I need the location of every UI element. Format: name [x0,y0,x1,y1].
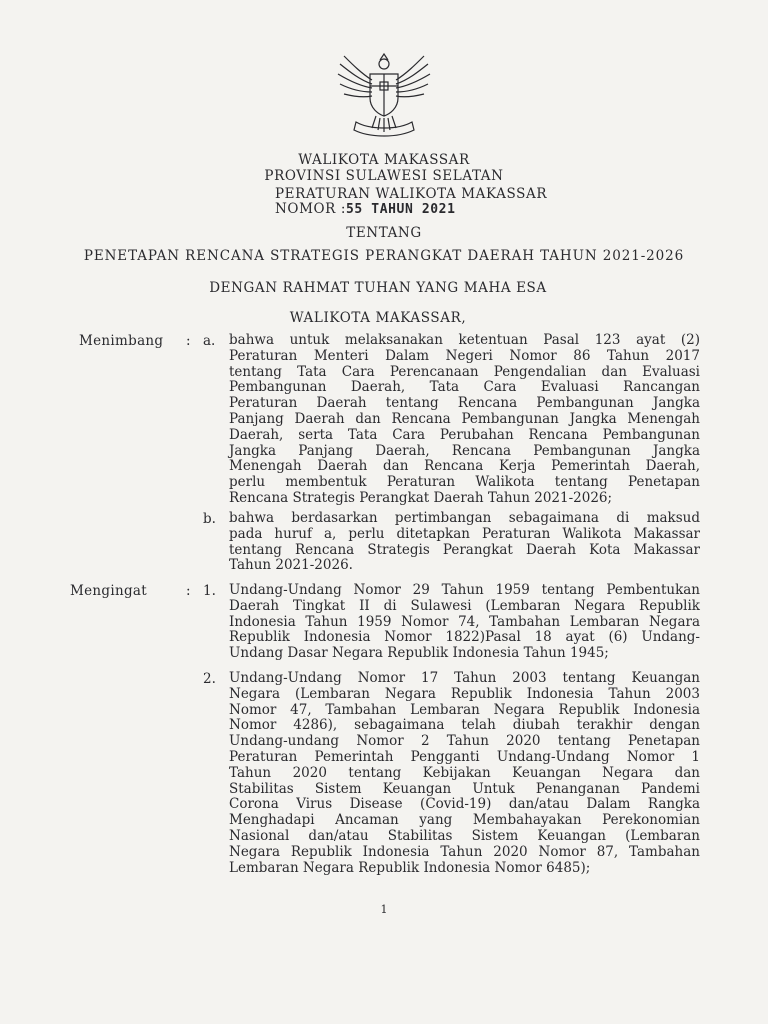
menimbang-label: Menimbang [79,333,164,349]
regulation-subject: PENETAPAN RENCANA STRATEGIS PERANGKAT DAERAH TAHUN 2021-2026 [83,248,685,264]
mengingat-label: Mengingat [70,583,147,599]
text-line: Undang-Undang Nomor 17 Tahun 2003 tentang Keuangan [229,670,700,686]
mengingat-item-1 [229,583,700,662]
text-line: Nasional dan/atau Stabilitas Sistem Keuangan (Lembaran [229,827,700,844]
text-line: bahwa untuk melaksanakan ketentuan Pasal 123 ayat (2) [229,332,700,348]
text-line: tentang Tata Cara Perencanaan Pengendalian dan Evaluasi [229,363,700,380]
text-line: Lembaran Negara Republik Indonesia Nomor 6485); [229,859,591,876]
text-line: Nomor 4286), sebagaimana telah diubah terakhir dengan [229,717,700,734]
text-line: Corona Virus Disease (Covid-19) dan/atau Dalam Rangka [229,796,700,813]
text-line: Tahun 2021-2026. [229,557,353,574]
regulation-number [275,201,456,217]
text-line: perlu membentuk Peraturan Walikota tentang Penetapan [229,474,700,491]
menimbang-item-b [229,511,700,574]
mengingat-colon: : [186,583,191,599]
page-number: 1 [380,903,388,916]
walikota-line: WALIKOTA MAKASSAR, [289,310,467,326]
text-line: Daerah Tingkat II di Sulawesi (Lembaran Negara Republik [229,597,700,614]
rahmat-line: DENGAN RAHMAT TUHAN YANG MAHA ESA [209,280,547,296]
text-line: pada huruf a, perlu ditetapkan Peraturan Walikota Makassar [229,525,700,542]
mengingat-item-2 [229,671,700,876]
text-line: Pembangunan Daerah, Tata Cara Evaluasi Rancangan [229,379,700,396]
issuer-title: WALIKOTA MAKASSAR [298,152,470,168]
menimbang-item-a [229,333,700,507]
text-line: Peraturan Daerah tentang Rencana Pembangunan Jangka [229,395,700,412]
text-line: Undang Dasar Negara Republik Indonesia Tahun 1945; [229,645,609,662]
text-line: Undang-Undang Nomor 29 Tahun 1959 tentang Pembentukan [229,582,700,598]
text-line: Menghadapi Ancaman yang Membahayakan Perekonomian [229,812,700,829]
text-line: Nomor 47, Tambahan Lembaran Negara Republik Indonesia [229,701,700,718]
garuda-emblem-icon [334,50,434,138]
text-line: Indonesia Tahun 1959 Nomor 74, Tambahan Lembaran Negara [229,613,700,630]
text-line: Negara (Lembaran Negara Republik Indonesia Tahun 2003 [229,685,700,702]
province-title: PROVINSI SULAWESI SELATAN [264,168,504,184]
text-line: Daerah, serta Tata Cara Perubahan Rencana Pembangunan [229,426,700,443]
mengingat-marker-2: 2. [203,671,216,687]
text-line: Peraturan Menteri Dalam Negeri Nomor 86 Tahun 2017 [229,347,700,364]
text-line: Jangka Panjang Daerah, Rencana Pembangunan Jangka [229,442,700,459]
menimbang-colon: : [186,333,191,349]
text-line: Negara Republik Indonesia Tahun 2020 Nomor 87, Tambahan [229,843,700,860]
text-line: Peraturan Pemerintah Pengganti Undang-Undang Nomor 1 [229,748,700,765]
text-line: Rencana Strategis Perangkat Daerah Tahun 2021-2026; [229,489,613,506]
nomor-value: 55 TAHUN 2021 [345,202,456,217]
text-line: Republik Indonesia Nomor 1822)Pasal 18 ayat (6) Undang- [229,629,700,646]
text-line: Menengah Daerah dan Rencana Kerja Pemerintah Daerah, [229,458,700,475]
text-line: Tahun 2020 tentang Kebijakan Keuangan Negara dan [229,764,700,781]
text-line: Undang-undang Nomor 2 Tahun 2020 tentang Penetapan [229,733,700,750]
text-line: Stabilitas Sistem Keuangan Untuk Penanganan Pandemi [229,780,700,797]
menimbang-marker-b: b. [203,511,216,527]
nomor-label: NOMOR : [275,201,346,217]
tentang-heading: TENTANG [346,225,422,241]
regulation-title: PERATURAN WALIKOTA MAKASSAR [275,186,548,202]
menimbang-marker-a: a. [203,333,216,349]
text-line: Panjang Daerah dan Rencana Pembangunan Jangka Menengah [229,410,700,427]
text-line: tentang Rencana Strategis Perangkat Daerah Kota Makassar [229,541,700,558]
text-line: bahwa berdasarkan pertimbangan sebagaimana di maksud [229,510,700,526]
mengingat-marker-1: 1. [203,583,216,599]
